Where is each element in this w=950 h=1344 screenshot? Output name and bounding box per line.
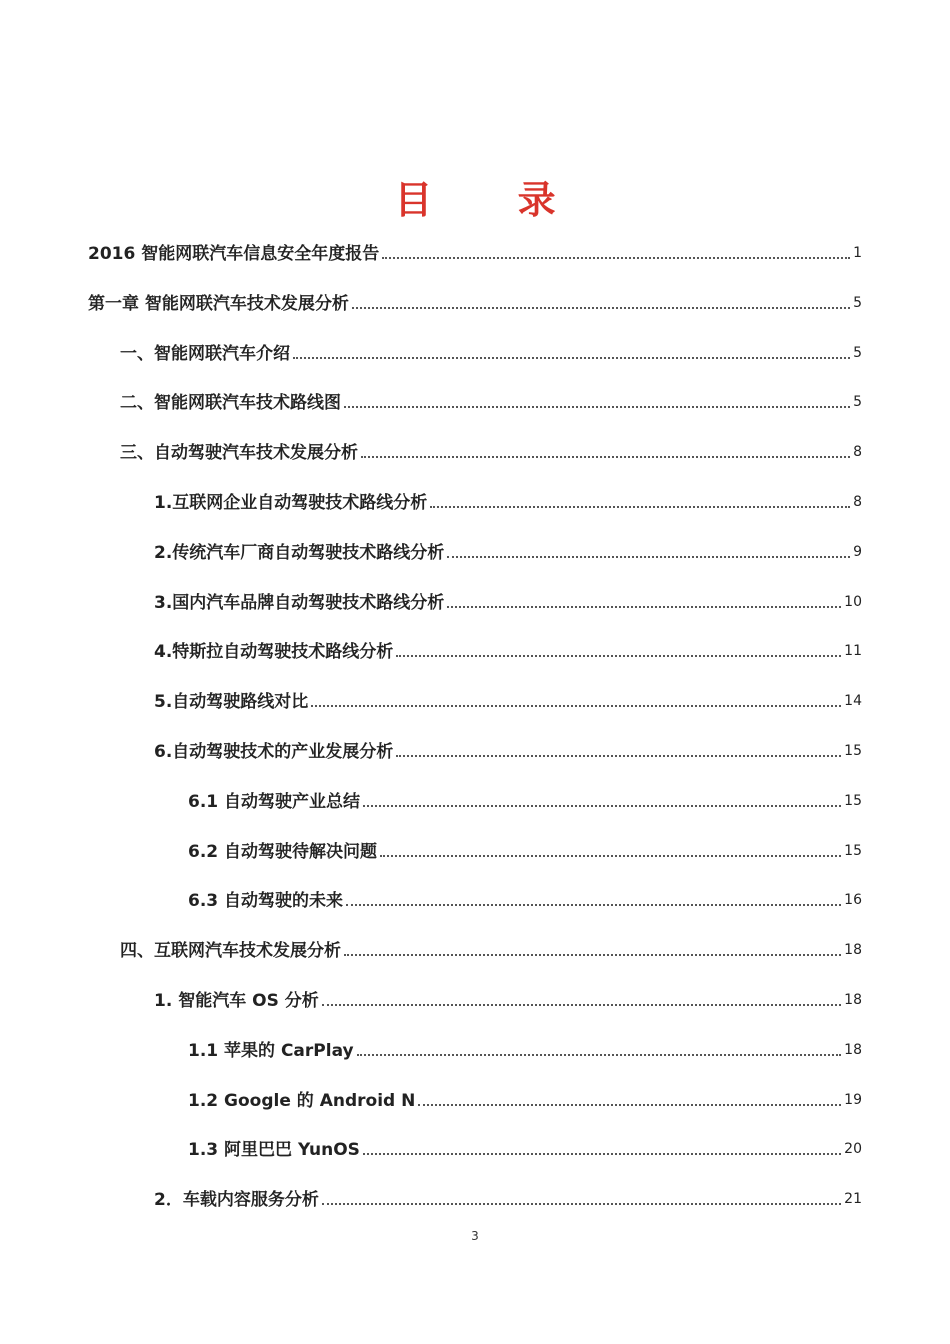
toc-dot-leader [363, 804, 841, 807]
toc-entry-page-number: 16 [844, 892, 862, 909]
toc-title: 目 录 [394, 178, 592, 222]
toc-entry-page-number: 19 [844, 1091, 862, 1108]
toc-dot-leader [352, 306, 850, 309]
toc-entry[interactable] [154, 585, 862, 615]
toc-entry-page-number: 9 [853, 543, 862, 560]
toc-entry-page-number: 14 [844, 693, 862, 710]
toc-dot-leader [382, 256, 850, 259]
toc-entry-label: 一、智能网联汽车介绍 [120, 343, 290, 364]
toc-entry[interactable] [88, 286, 862, 316]
toc-entry-label: 二、智能网联汽车技术路线图 [120, 393, 341, 414]
toc-dot-leader [344, 953, 841, 956]
toc-entry[interactable] [154, 634, 862, 664]
toc-dot-leader [447, 555, 850, 558]
toc-entry[interactable] [154, 734, 862, 764]
toc-entry-page-number: 8 [853, 444, 862, 461]
toc-entry-label: 3.国内汽车品牌自动驾驶技术路线分析 [154, 592, 445, 613]
toc-entry-label: 5.自动驾驶路线对比 [154, 692, 309, 713]
toc-dot-leader [396, 754, 841, 757]
toc-entry-label: 2.传统汽车厂商自动驾驶技术路线分析 [154, 542, 445, 563]
toc-entry-label: 2016 智能网联汽车信息安全年度报告 [88, 244, 380, 264]
toc-entry-page-number: 18 [844, 942, 862, 959]
toc-entry[interactable] [188, 883, 862, 913]
toc-entry-page-number: 5 [853, 294, 862, 311]
toc-entry-page-number: 11 [844, 643, 862, 660]
toc-entry-label: 4.特斯拉自动驾驶技术路线分析 [154, 642, 394, 663]
toc-entry[interactable] [154, 983, 862, 1013]
toc-dot-leader [322, 1202, 841, 1205]
toc-entry[interactable] [154, 535, 862, 565]
toc-entry-label: 第一章 智能网联汽车技术发展分析 [88, 293, 349, 314]
toc-entry-label: 1.1 苹果的 CarPlay [188, 1040, 354, 1061]
toc-entry[interactable] [120, 385, 862, 415]
toc-dot-leader [293, 356, 850, 359]
toc-dot-leader [344, 405, 850, 408]
toc-entry-page-number: 18 [844, 992, 862, 1008]
toc-entry[interactable] [88, 236, 862, 266]
toc-entry-page-number: 20 [844, 1141, 862, 1158]
toc-entry[interactable] [188, 1132, 862, 1162]
toc-dot-leader [361, 455, 850, 458]
toc-dot-leader [447, 605, 841, 608]
toc-entry-label: 四、互联网汽车技术发展分析 [120, 941, 341, 962]
toc-entry-page-number: 15 [844, 743, 862, 759]
toc-entry[interactable] [120, 435, 862, 465]
toc-entry-page-number: 5 [853, 344, 862, 361]
toc-entry-label: 6.1 自动驾驶产业总结 [188, 791, 361, 812]
toc-dot-leader [357, 1053, 842, 1056]
toc-entry-label: 1. 智能汽车 OS 分析 [154, 991, 319, 1011]
toc-dot-leader [363, 1152, 841, 1155]
toc-dot-leader [311, 704, 841, 707]
page-number: 3 [471, 1229, 479, 1243]
toc-entry-page-number: 15 [844, 842, 862, 859]
toc-dot-leader [322, 1003, 841, 1006]
toc-entry[interactable] [120, 933, 862, 963]
toc-entry-label: 1.3 阿里巴巴 YunOS [188, 1140, 360, 1161]
toc-dot-leader [380, 854, 841, 857]
toc-entry[interactable] [188, 834, 862, 864]
toc-entry-page-number: 1 [853, 245, 862, 261]
toc-entry-label: 1.互联网企业自动驾驶技术路线分析 [154, 493, 428, 513]
toc-entry[interactable] [188, 1083, 862, 1113]
toc-entry[interactable] [154, 684, 862, 714]
toc-dot-leader [346, 903, 841, 906]
toc-entry-page-number: 8 [853, 494, 862, 510]
toc-entry[interactable] [154, 485, 862, 515]
toc-entry-page-number: 5 [853, 394, 862, 411]
toc-entry[interactable] [188, 1033, 862, 1063]
toc-entry-page-number: 21 [844, 1191, 862, 1208]
toc-dot-leader [396, 654, 841, 657]
toc-entry-label: 6.2 自动驾驶待解决问题 [188, 841, 378, 862]
toc-entry-label: 6.3 自动驾驶的未来 [188, 891, 344, 912]
toc-entry-page-number: 18 [844, 1041, 862, 1058]
toc-entry[interactable] [120, 336, 862, 366]
toc-entry-label: 三、自动驾驶汽车技术发展分析 [120, 443, 358, 464]
toc-dot-leader [418, 1103, 841, 1106]
toc-dot-leader [430, 505, 850, 508]
toc-entry-label: 6.自动驾驶技术的产业发展分析 [154, 742, 394, 762]
toc-entry-label: 1.2 Google 的 Android N [188, 1090, 416, 1111]
toc-entry[interactable] [188, 784, 862, 814]
toc-entry[interactable] [154, 1182, 862, 1212]
toc-entry-label: 2．车载内容服务分析 [154, 1190, 319, 1211]
toc-entry-page-number: 10 [844, 593, 862, 610]
toc-entry-page-number: 15 [844, 792, 862, 809]
